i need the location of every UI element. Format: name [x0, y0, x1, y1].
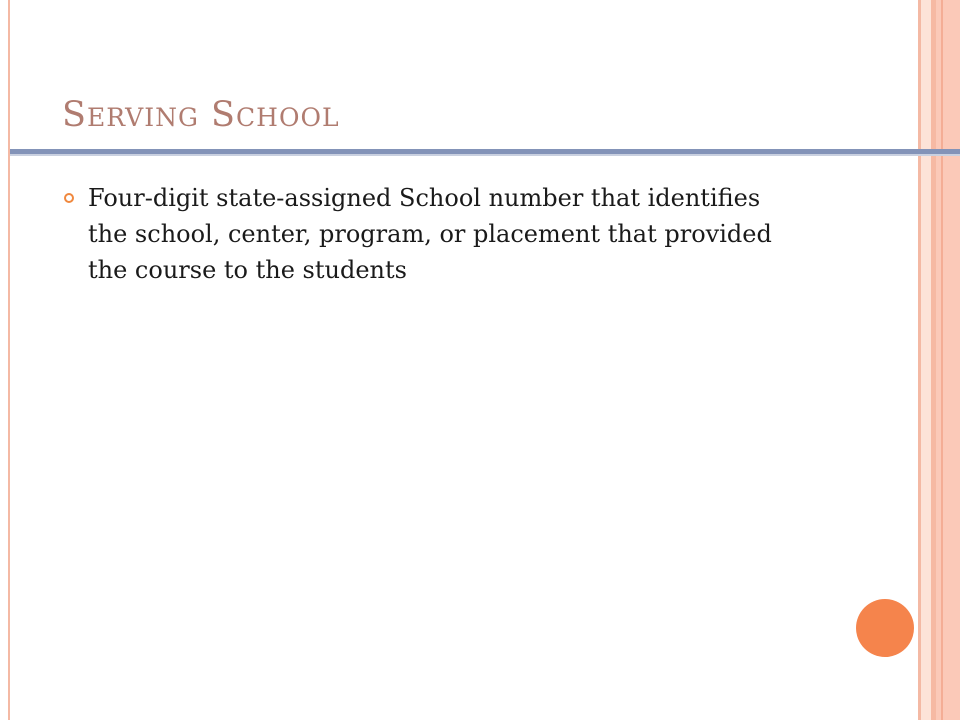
right-stripe-light — [921, 0, 931, 720]
right-stripe-line — [941, 0, 943, 720]
hollow-circle-bullet-icon — [64, 193, 74, 203]
slide-content — [62, 180, 782, 288]
orange-circle-icon — [856, 599, 914, 657]
title-divider-shadow — [10, 154, 960, 156]
bullet-item — [62, 180, 782, 288]
right-stripe-wide — [936, 0, 960, 720]
left-frame-line — [8, 0, 10, 720]
bullet-text: Four-digit state-assigned School number that identifies the school, center, program, or placement that provided the course to the students — [88, 184, 772, 284]
slide-title: Serving School — [62, 95, 340, 135]
